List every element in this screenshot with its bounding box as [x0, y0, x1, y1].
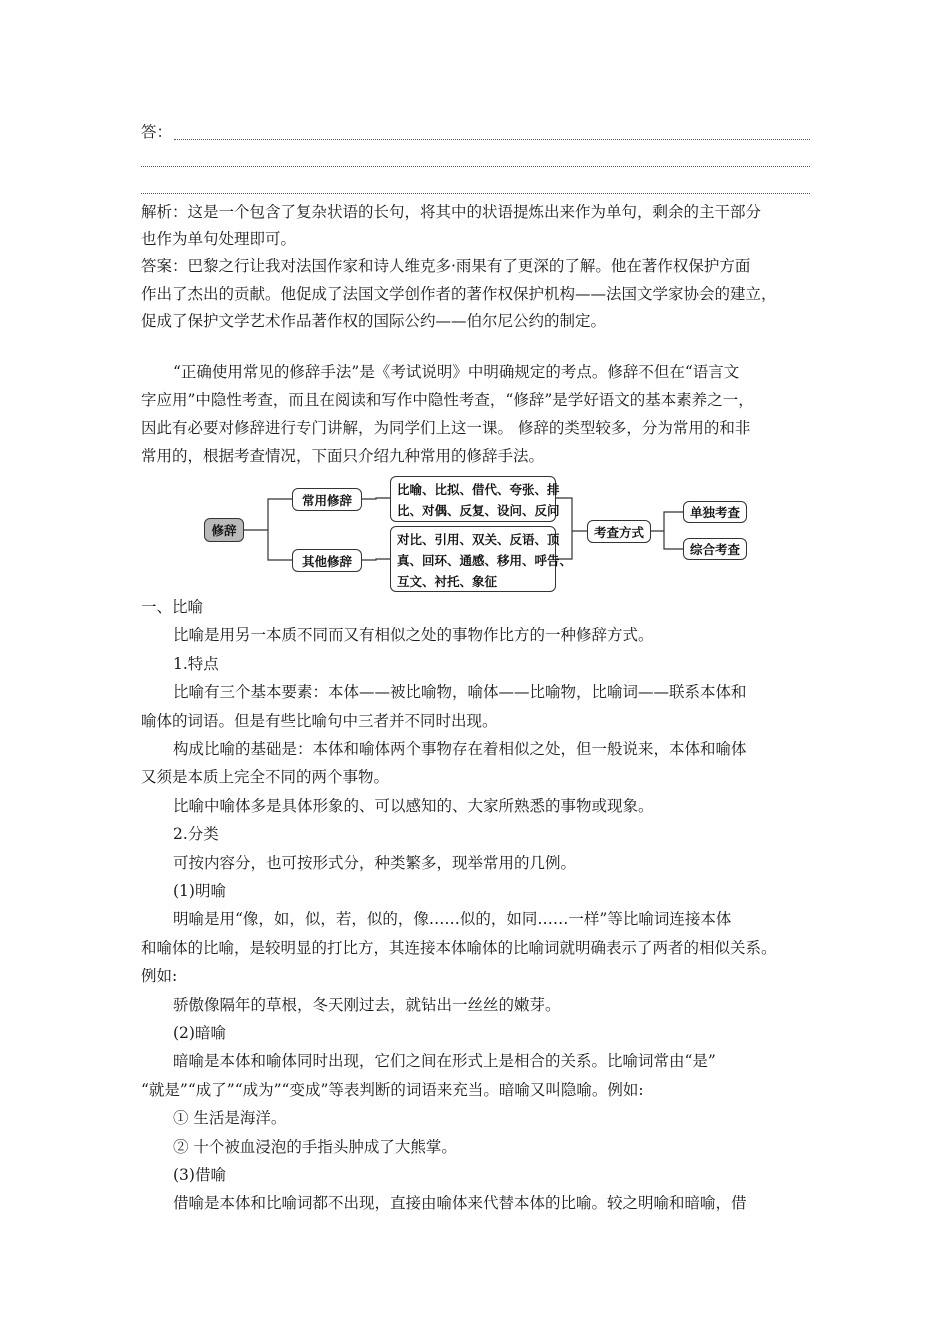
diagram-combined-exam-node: 综合考查 — [683, 538, 747, 560]
body-line: ② 十个被血浸泡的手指头肿成了大熊掌。 — [173, 1137, 457, 1156]
body-line: 一、比喻 — [141, 598, 204, 616]
intro-line-3: 因此有必要对修辞进行专门讲解，为同学们上这一课。 修辞的类型较多，分为常用的和非 — [141, 419, 751, 437]
common-items-line-1: 比喻、比拟、借代、夸张、排 — [397, 482, 560, 497]
body-line: 比喻是用另一本质不同而又有相似之处的事物作比方的一种修辞方式。 — [173, 626, 654, 645]
body-line: 和喻体的比喻，是较明显的打比方，其连接本体喻体的比喻词就明确表示了两者的相似关系。 — [141, 938, 777, 957]
body-line: 又须是本质上完全不同的两个事物。 — [141, 768, 390, 787]
body-line: ① 生活是海洋。 — [173, 1109, 287, 1128]
diagram-root-node: 修辞 — [204, 518, 244, 542]
diagram-other-items-node — [390, 526, 573, 592]
body-line: “就是”“成了”“成为”“变成”等表判断的词语来充当。暗喻又叫隐喻。例如: — [141, 1080, 644, 1099]
body-line: 构成比喻的基础是：本体和喻体两个事物存在着相似之处，但一般说来，本体和喻体 — [173, 740, 747, 758]
body-line: 喻体的词语。但是有些比喻句中三者并不同时出现。 — [141, 711, 498, 730]
body-line: 比喻中喻体多是具体形象的、可以感知的、大家所熟悉的事物或现象。 — [173, 796, 654, 815]
answer-blank-line-1[interactable] — [174, 139, 810, 140]
body-line: 2.分类 — [173, 825, 219, 844]
body-line: 可按内容分，也可按形式分，种类繁多，现举常用的几例。 — [173, 853, 577, 872]
diagram-single-exam-node: 单独考查 — [683, 501, 747, 523]
other-items-line-3: 互文、衬托、象征 — [397, 574, 498, 589]
body-line: 例如: — [141, 967, 178, 986]
body-line: 骄傲像隔年的草根，冬天刚过去，就钻出一丝丝的嫩芽。 — [173, 995, 561, 1014]
answer-line-1: 答案：巴黎之行让我对法国作家和诗人维克多·雨果有了更深的了解。他在著作权保护方面 — [141, 257, 751, 275]
diagram-common-items-node — [390, 476, 560, 522]
body-line: 借喻是本体和比喻词都不出现，直接由喻体来代替本体的比喻。较之明喻和暗喻，借 — [173, 1194, 747, 1213]
body-line: 比喻有三个基本要素：本体——被比喻物，喻体——比喻物，比喻词——联系本体和 — [173, 683, 747, 702]
diagram-other-rhetoric-node: 其他修辞 — [292, 549, 362, 572]
common-items-line-2: 比、对偶、反复、设问、反问 — [397, 503, 560, 518]
diagram-common-rhetoric-node: 常用修辞 — [292, 488, 362, 511]
analysis-line-1: 解析：这是一个包含了复杂状语的长句，将其中的状语提炼出来作为单句，剩余的主干部分 — [141, 203, 762, 221]
answer-line-3: 促成了保护文学艺术作品著作权的国际公约——伯尔尼公约的制定。 — [141, 312, 607, 330]
intro-line-4: 常用的，根据考查情况，下面只介绍九种常用的修辞手法。 — [141, 447, 545, 465]
answer-blank-line-3[interactable] — [141, 193, 810, 194]
analysis-line-2: 也作为单句处理即可。 — [141, 230, 297, 248]
answer-line-2: 作出了杰出的贡献。他促成了法国文学创作者的著作权保护机构——法国文学家协会的建立， — [141, 285, 777, 303]
body-line: (3)借喻 — [173, 1166, 226, 1184]
body-line: 1.特点 — [173, 654, 219, 673]
intro-line-2: 字应用”中隐性考查，而且在阅读和写作中隐性考查，“修辞”是学好语文的基本素养之一， — [141, 391, 754, 409]
answer-prompt-label: 答： — [141, 123, 173, 141]
body-line: (2)暗喻 — [173, 1024, 226, 1042]
body-line: 暗喻是本体和喻体同时出现，它们之间在形式上是相合的关系。比喻词常由“是” — [173, 1052, 716, 1071]
intro-line-1: “正确使用常见的修辞手法”是《考试说明》中明确规定的考点。修辞不但在“语言文 — [173, 363, 740, 381]
body-line: 明喻是用“像，如，似，若，似的，像……似的，如同……一样”等比喻词连接本体 — [173, 910, 732, 929]
diagram-exam-method-node: 考查方式 — [587, 520, 651, 543]
body-line: (1)明喻 — [173, 882, 226, 900]
answer-blank-line-2[interactable] — [141, 166, 810, 167]
other-items-line-1: 对比、引用、双关、反语、顶 — [397, 532, 560, 547]
other-items-line-2: 真、回环、通感、移用、呼告、 — [397, 553, 573, 568]
